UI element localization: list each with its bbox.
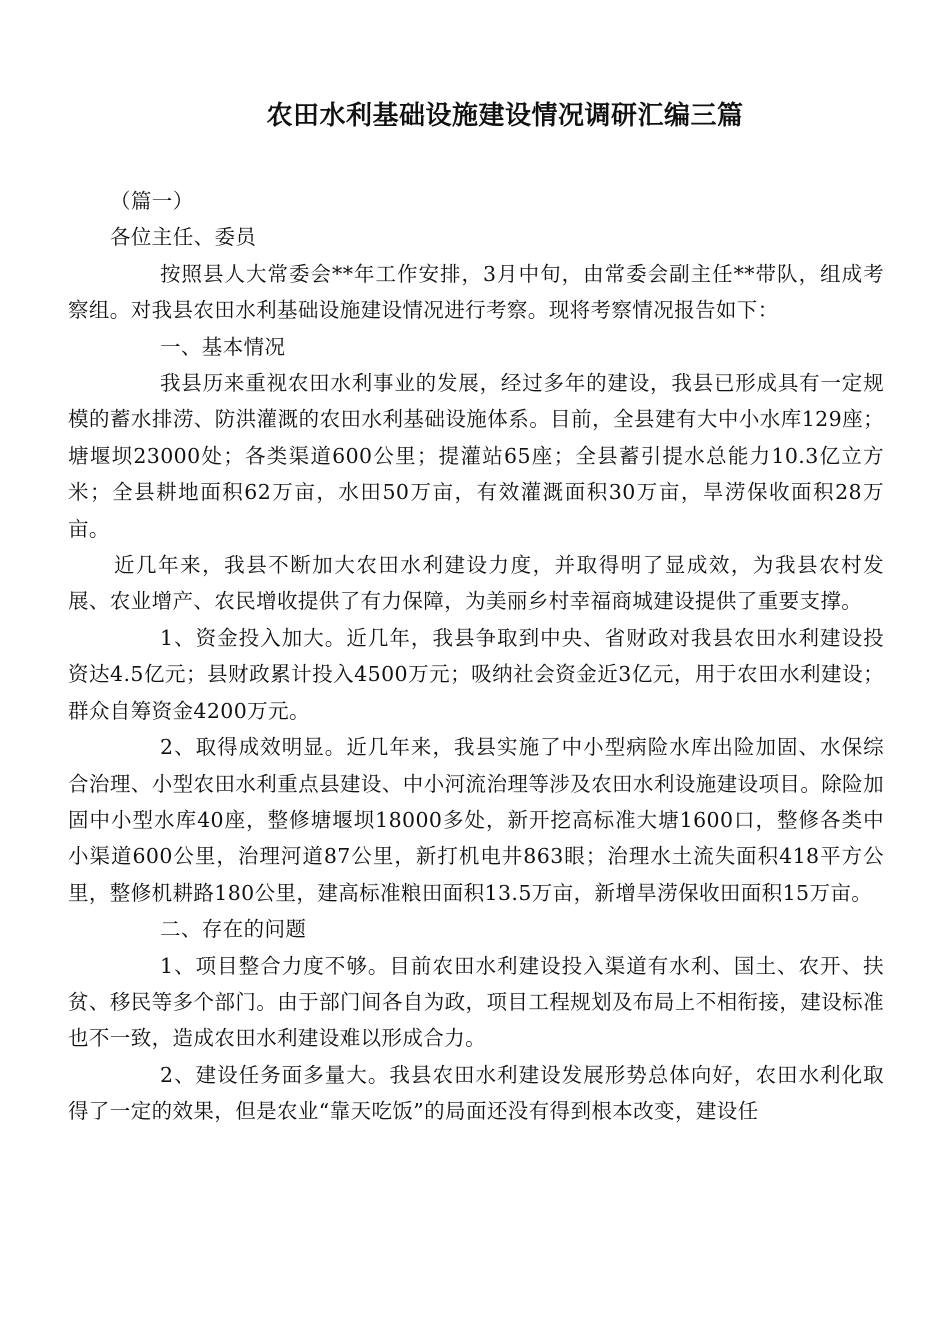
paragraph: 按照县人大常委会**年工作安排，3月中旬，由常委会副主任**带队，组成考察组。对我县农田水利基础设施建设情况进行考察。现将考察情况报告如下：	[68, 261, 884, 323]
paragraph: 近几年来，我县不断加大农田水利建设力度，并取得明了显成效，为我县农村发展、农业增产、农民增收提供了有力保障，为美丽乡村幸福商城建设提供了重要支撑。	[68, 553, 884, 614]
paragraph: 我县历来重视农田水利事业的发展，经过多年的建设，我县已形成具有一定规模的蓄水排涝、防洪灌溉的农田水利基础设施体系。目前，全县建有大中小水库129座；塘堰坝23000处；各类渠道600公里；提灌站65座；全县蓄引提水总能力10.3亿立方米；全县耕地面积62万亩，水田50万亩，有效灌溉面积30万亩，旱涝保收面积28万亩。	[68, 371, 884, 541]
paragraph: 2、取得成效明显。近几年来，我县实施了中小型病险水库出险加固、水保综合治理、小型农田水利重点县建设、中小河流治理等涉及农田水利设施建设项目。除险加固中小型水库40座，整修塘堰坝18000多处，新开挖高标准大塘1600口，整修各类中小渠道600公里，治理河道87公里，新打机电井863眼；治理水土流失面积418平方公里，整修机耕路180公里，建高标准粮田面积13.5万亩，新增旱涝保收田面积15万亩。	[68, 735, 884, 905]
salutation: 各位主任、委员	[110, 225, 257, 250]
section-label: （篇一）	[110, 189, 194, 213]
document-body	[68, 183, 884, 1130]
paragraph: 1、资金投入加大。近几年，我县争取到中央、省财政对我县农田水利建设投资达4.5亿元；县财政累计投入4500万元；吸纳社会资金近3亿元，用于农田水利建设；群众自筹资金4200万元。	[68, 625, 884, 723]
document-title: 农田水利基础设施建设情况调研汇编三篇	[266, 101, 744, 131]
paragraph: 2、建设任务面多量大。我县农田水利建设发展形势总体向好，农田水利化取得了一定的效果，但是农业“靠天吃饭”的局面还没有得到根本改变，建设任	[68, 1062, 884, 1124]
heading: 一、基本情况	[160, 334, 286, 359]
paragraph: 1、项目整合力度不够。目前农田水利建设投入渠道有水利、国土、农开、扶贫、移民等多个部门。由于部门间各自为政，项目工程规划及布局上不相衔接，建设标准也不一致，造成农田水利建设难以形成合力。	[68, 953, 884, 1051]
heading: 二、存在的问题	[160, 917, 307, 942]
